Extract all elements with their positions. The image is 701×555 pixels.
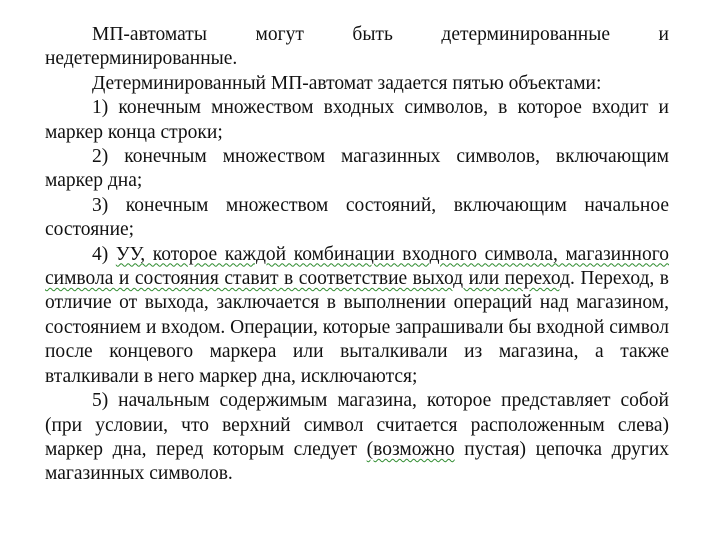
paragraph-text: 3) конечным множеством состояний, включающим начальное состояние; bbox=[45, 194, 669, 241]
para-item-2 bbox=[45, 145, 669, 194]
para-intro bbox=[45, 23, 669, 72]
paragraph-text: 1) конечным множеством входных символов, в которое входит и маркер конца строки; bbox=[45, 97, 669, 143]
para-definition bbox=[45, 72, 669, 96]
paragraph-text: Детерминированный МП-автомат задается пятью объектами: bbox=[92, 72, 602, 94]
paragraph-text: 2) конечным множеством магазинных символов, включающим маркер дна; bbox=[45, 146, 669, 192]
grammar-flagged-text: (возможно bbox=[366, 438, 455, 460]
grammar-flagged-text: УУ, которое каждой комбинации входного символа, магазинного символа и состояния ставит в соответствие выход или переход bbox=[45, 243, 669, 290]
para-item-3 bbox=[45, 194, 669, 243]
paragraph-text: 5) начальным содержимым магазина, которое представляет собой (при условии, что верхний символ считается расположенным слева) маркер дна, перед которым следует bbox=[45, 390, 669, 460]
document-body bbox=[45, 23, 669, 487]
para-item-4 bbox=[45, 243, 669, 389]
paragraph-text: пустая) цепочка других магазинных символов. bbox=[45, 438, 669, 485]
para-item-5 bbox=[45, 389, 669, 487]
paragraph-text: . Переход, в отличие от выхода, заключается в выполнении операций над магазином, состоянием и входом. Операции, которые запрашивали бы входной символ после концевого маркера или выталкивали из магазина, а также вталкивали в него маркер дна, исключаются; bbox=[45, 268, 670, 387]
paragraph-text: 4) bbox=[92, 243, 116, 265]
para-item-1 bbox=[45, 96, 669, 145]
paragraph-text: МП-автоматы могут быть детерминированные и недетерминированные. bbox=[45, 24, 669, 70]
